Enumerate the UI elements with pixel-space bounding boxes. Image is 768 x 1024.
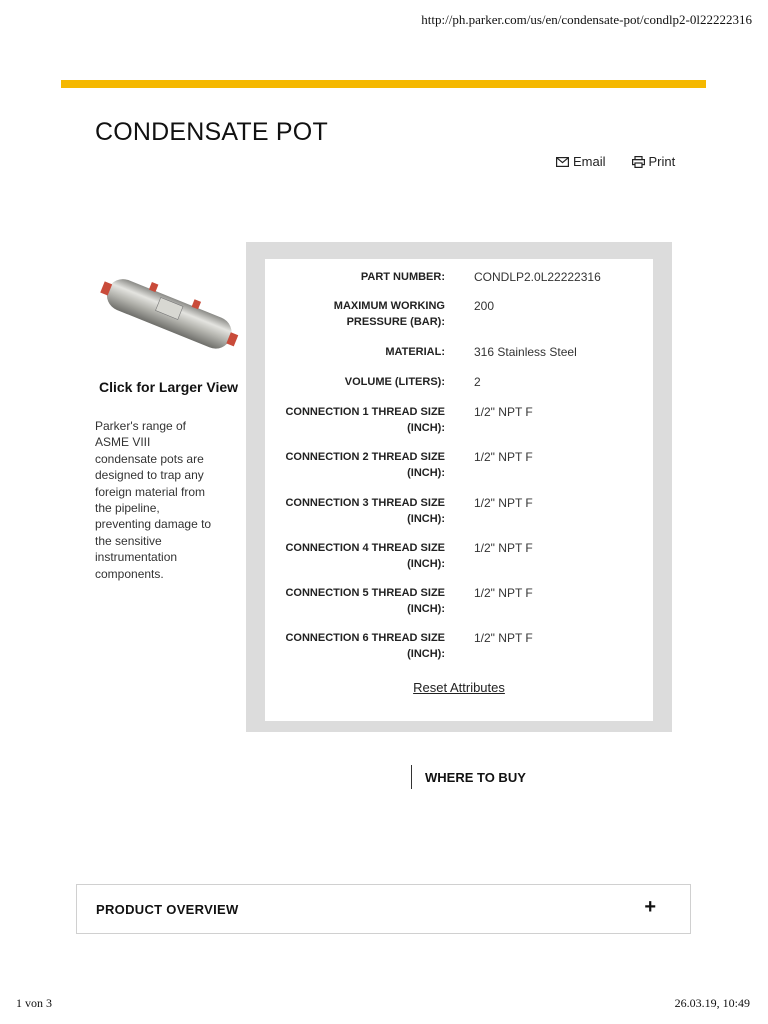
spec-label: PART NUMBER: bbox=[360, 271, 445, 283]
spec-value: 1/2" NPT F bbox=[474, 541, 533, 555]
spec-value: CONDLP2.0L22222316 bbox=[474, 270, 601, 284]
plus-icon[interactable]: + bbox=[644, 896, 656, 918]
spec-label: CONNECTION 1 THREAD SIZE (INCH): bbox=[285, 406, 445, 434]
spec-label: VOLUME (LITERS): bbox=[344, 376, 445, 388]
printer-icon bbox=[632, 156, 645, 168]
product-description: Parker's range of ASME VIII condensate pots are designed to trap any foreign material from the pipeline, preventing damage to the sensitive instrumentation components. bbox=[95, 419, 212, 581]
spec-value: 200 bbox=[474, 299, 495, 313]
email-label: Email bbox=[573, 154, 606, 169]
spec-value: 2 bbox=[474, 375, 481, 389]
print-footer-timestamp: 26.03.19, 10:49 bbox=[674, 996, 750, 1010]
accent-bar bbox=[61, 80, 706, 88]
product-image[interactable] bbox=[96, 262, 244, 362]
print-footer-page: 1 von 3 bbox=[16, 996, 52, 1010]
print-button[interactable] bbox=[632, 154, 676, 169]
spec-value: 1/2" NPT F bbox=[474, 496, 533, 510]
page-title: CONDENSATE POT bbox=[95, 118, 328, 146]
spec-label: MATERIAL: bbox=[385, 346, 445, 358]
spec-panel bbox=[246, 242, 672, 732]
spec-label: CONNECTION 3 THREAD SIZE (INCH): bbox=[285, 497, 445, 525]
spec-value: 1/2" NPT F bbox=[474, 631, 533, 645]
product-overview-accordion[interactable] bbox=[76, 884, 691, 934]
reset-attributes-link[interactable]: Reset Attributes bbox=[413, 680, 505, 695]
envelope-icon bbox=[556, 157, 569, 167]
spec-label: MAXIMUM WORKING PRESSURE (BAR): bbox=[333, 300, 445, 328]
email-button[interactable] bbox=[556, 154, 606, 169]
larger-view-link[interactable]: Click for Larger View bbox=[99, 379, 239, 395]
spec-label: CONNECTION 2 THREAD SIZE (INCH): bbox=[285, 451, 445, 479]
where-to-buy-button[interactable]: WHERE TO BUY bbox=[411, 765, 526, 789]
spec-card bbox=[265, 259, 653, 721]
spec-value: 316 Stainless Steel bbox=[474, 345, 577, 359]
spec-label: CONNECTION 6 THREAD SIZE (INCH): bbox=[285, 632, 445, 660]
spec-label: CONNECTION 5 THREAD SIZE (INCH): bbox=[285, 587, 445, 615]
spec-label: CONNECTION 4 THREAD SIZE (INCH): bbox=[285, 542, 445, 570]
print-header-url: http://ph.parker.com/us/en/condensate-pot/condlp2-0l22222316 bbox=[421, 12, 752, 27]
product-overview-title: PRODUCT OVERVIEW bbox=[96, 902, 239, 917]
print-label: Print bbox=[648, 154, 676, 169]
share-actions bbox=[556, 154, 675, 169]
spec-value: 1/2" NPT F bbox=[474, 450, 533, 464]
spec-value: 1/2" NPT F bbox=[474, 405, 533, 419]
spec-value: 1/2" NPT F bbox=[474, 586, 533, 600]
